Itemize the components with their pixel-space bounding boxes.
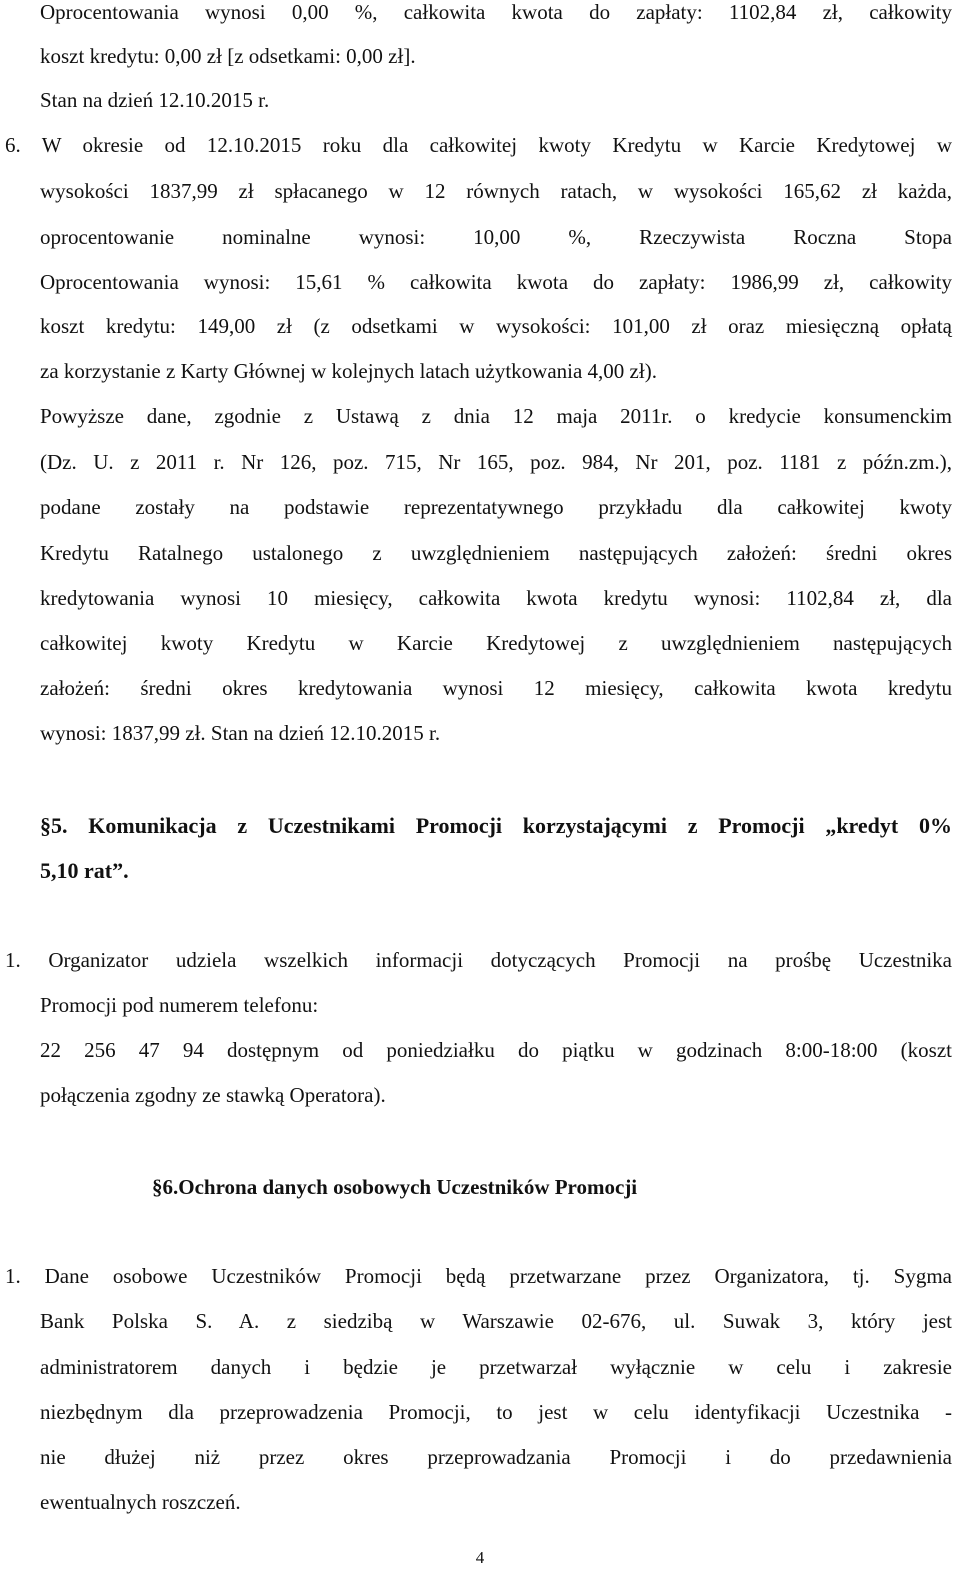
text-line: administratorem danych i będzie je przetwarzał wyłącznie w celu i zakresie — [40, 1355, 952, 1379]
text-line: podane zostały na podstawie reprezentatywnego przykładu dla całkowitej kwoty — [40, 495, 952, 519]
text-line: wysokości 1837,99 zł spłacanego w 12 równych ratach, w wysokości 165,62 zł każda, — [40, 179, 952, 203]
page-number: 4 — [475, 1548, 485, 1567]
text-line: kredytowania wynosi 10 miesięcy, całkowita kwota kredytu wynosi: 1102,84 zł, dla — [40, 586, 952, 610]
text-line: Oprocentowania wynosi: 15,61 % całkowita kwota do zapłaty: 1986,99 zł, całkowity — [40, 270, 952, 294]
section-heading: §5. Komunikacja z Uczestnikami Promocji korzystającymi z Promocji „kredyt 0% — [40, 813, 952, 838]
text-line: 6. W okresie od 12.10.2015 roku dla całkowitej kwoty Kredytu w Karcie Kredytowej w — [5, 133, 952, 157]
text-line: założeń: średni okres kredytowania wynosi 12 miesięcy, całkowita kwota kredytu — [40, 676, 952, 700]
text-line: koszt kredytu: 149,00 zł (z odsetkami w wysokości: 101,00 zł oraz miesięczną opłatą — [40, 314, 952, 338]
text-line: 1. Dane osobowe Uczestników Promocji będą przetwarzane przez Organizatora, tj. Sygma — [5, 1264, 952, 1288]
text-line: Stan na dzień 12.10.2015 r. — [40, 88, 270, 112]
text-line: za korzystanie z Karty Głównej w kolejnych latach użytkowania 4,00 zł). — [40, 359, 657, 383]
text-line: oprocentowanie nominalne wynosi: 10,00 %, Rzeczywista Roczna Stopa — [40, 225, 952, 249]
section-heading: 5,10 rat”. — [40, 858, 129, 883]
text-line: 1. Organizator udziela wszelkich informacji dotyczących Promocji na prośbę Uczestnika — [5, 948, 952, 972]
text-line: 22 256 47 94 dostępnym od poniedziałku do piątku w godzinach 8:00-18:00 (koszt — [40, 1038, 952, 1062]
text-line: połączenia zgodny ze stawką Operatora). — [40, 1083, 386, 1107]
text-line: wynosi: 1837,99 zł. Stan na dzień 12.10.2015 r. — [40, 721, 441, 745]
text-line: Oprocentowania wynosi 0,00 %, całkowita kwota do zapłaty: 1102,84 zł, całkowity — [40, 0, 952, 24]
text-line: niezbędnym dla przeprowadzenia Promocji, to jest w celu identyfikacji Uczestnika - — [40, 1400, 952, 1424]
text-line: ewentualnych roszczeń. — [40, 1490, 241, 1514]
text-line: Bank Polska S. A. z siedzibą w Warszawie 02-676, ul. Suwak 3, który jest — [40, 1309, 952, 1333]
text-line: koszt kredytu: 0,00 zł [z odsetkami: 0,00 zł]. — [40, 44, 416, 68]
text-line: całkowitej kwoty Kredytu w Karcie Kredytowej z uwzględnieniem następujących — [40, 631, 952, 655]
text-line: Powyższe dane, zgodnie z Ustawą z dnia 12 maja 2011r. o kredycie konsumenckim — [40, 404, 952, 428]
text-line: Kredytu Ratalnego ustalonego z uwzględnieniem następujących założeń: średni okres — [40, 541, 952, 565]
text-line: nie dłużej niż przez okres przeprowadzania Promocji i do przedawnienia — [40, 1445, 952, 1469]
text-line: Promocji pod numerem telefonu: — [40, 993, 319, 1017]
text-line: (Dz. U. z 2011 r. Nr 126, poz. 715, Nr 165, poz. 984, Nr 201, poz. 1181 z późn.zm.), — [40, 450, 952, 474]
section-heading: §6.Ochrona danych osobowych Uczestników Promocji — [152, 1175, 638, 1199]
